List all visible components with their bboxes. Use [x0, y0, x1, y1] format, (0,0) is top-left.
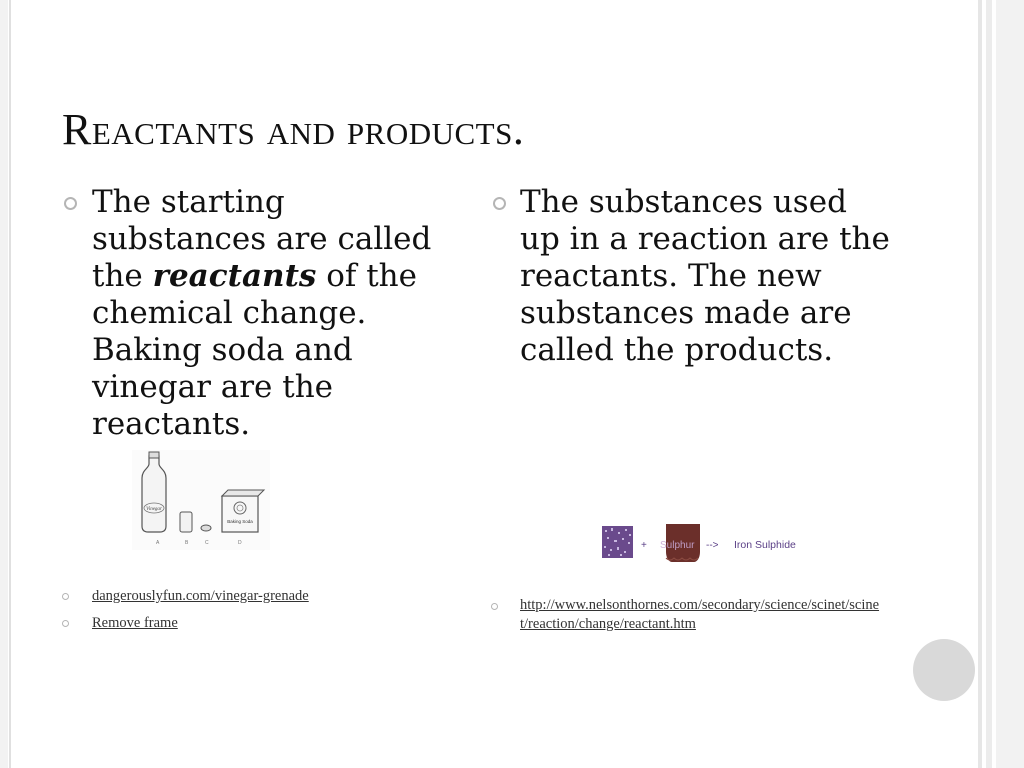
bullet-icon — [64, 197, 77, 210]
iron-sulphide-label: Iron Sulphide — [734, 539, 796, 551]
nelsonthornes-link[interactable]: http://www.nelsonthornes.com/secondary/science/scinet/scinet/reaction/change/reactant.htm — [520, 597, 880, 632]
left-border — [0, 0, 8, 768]
bullet-icon — [62, 620, 69, 627]
image-letter: A — [156, 540, 160, 546]
right-border-stripe — [986, 0, 992, 768]
reactants-emphasis: reactants — [152, 258, 317, 294]
remove-frame-link[interactable]: Remove frame — [92, 615, 178, 631]
iron-sulphur-reaction-image — [598, 518, 822, 566]
right-border-stripe — [996, 0, 1024, 768]
baking-soda-label: Baking Soda — [227, 519, 253, 524]
bullet-icon — [493, 197, 506, 210]
vinegar-bakingsoda-image — [132, 450, 270, 550]
image-letter: C — [205, 540, 209, 546]
left-body-text — [92, 184, 462, 443]
left-text-before: The starting substances are called the — [92, 184, 432, 294]
bullet-icon — [62, 593, 69, 600]
left-text-after: of the chemical change. Baking soda and vinegar are the reactants. — [92, 258, 417, 442]
bullet-icon — [491, 603, 498, 610]
sulphur-label: Sulphur — [660, 540, 695, 551]
left-border-line — [9, 0, 11, 768]
image-letter: D — [238, 540, 242, 546]
slide-title: Reactants and products. — [62, 105, 525, 154]
right-border-stripe — [978, 0, 982, 768]
image-letter: B — [185, 540, 189, 546]
vinegar-grenade-link[interactable]: dangerouslyfun.com/vinegar-grenade — [92, 588, 309, 604]
reaction-arrow: --> — [706, 540, 719, 551]
right-body-text: The substances used up in a reaction are the reactants. The new substances made are called the products. — [520, 184, 890, 368]
slide-nav-button[interactable] — [913, 639, 975, 701]
plus-sign: + — [641, 540, 647, 551]
vinegar-label: Vinegar — [146, 507, 162, 512]
